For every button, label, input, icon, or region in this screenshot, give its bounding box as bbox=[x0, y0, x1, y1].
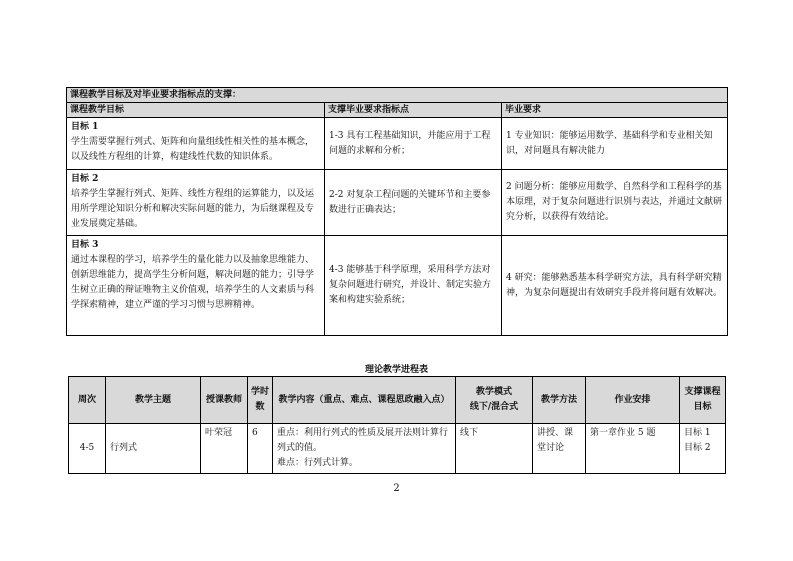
header-topic: 教学主题 bbox=[106, 377, 201, 424]
schedule-title: 理论教学进程表 bbox=[364, 365, 428, 375]
header-assignment: 作业安排 bbox=[586, 377, 680, 424]
requirement-cell: 1 专业知识：能够运用数学、基础科学和专业相关知识，对问题具有解决能力 bbox=[502, 118, 728, 170]
goal-title: 目标 1 bbox=[71, 122, 99, 132]
goals-cell bbox=[680, 424, 726, 474]
objective-row-1 bbox=[67, 118, 728, 170]
mode-cell: 线下 bbox=[456, 424, 533, 474]
objectives-caption-row bbox=[67, 88, 728, 103]
objective-row-3 bbox=[67, 236, 728, 336]
page-number: 2 bbox=[393, 483, 400, 494]
goal-2: 目标 2 bbox=[684, 443, 711, 453]
header-mode bbox=[456, 377, 533, 424]
goal-cell bbox=[67, 118, 325, 170]
header-indicator: 支撑毕业要求指标点 bbox=[325, 103, 502, 118]
requirement-cell: 4 研究：能够熟悉基本科学研究方法，具有科学研究精神，为复杂问题提出有效研究手段并将问题有效解决。 bbox=[502, 236, 728, 336]
objectives-table bbox=[66, 87, 728, 336]
header-goals: 支撑课程目标 bbox=[680, 377, 726, 424]
header-hours: 学时数 bbox=[248, 377, 273, 424]
goal-1: 目标 1 bbox=[684, 428, 711, 438]
header-course-goal: 课程教学目标 bbox=[67, 103, 325, 118]
objectives-header-row bbox=[67, 103, 728, 118]
topic-cell: 行列式 bbox=[106, 424, 201, 474]
week-cell: 4-5 bbox=[69, 424, 106, 474]
schedule-table bbox=[68, 376, 726, 474]
content-difficulty: 难点：行列式计算。 bbox=[277, 458, 359, 468]
objectives-caption: 课程教学目标及对毕业要求指标点的支撑： bbox=[67, 88, 728, 103]
indicator-cell: 1-3 具有工程基础知识，并能应用于工程问题的求解和分析； bbox=[325, 118, 502, 170]
content-cell bbox=[273, 424, 456, 474]
indicator-cell: 2-2 对复杂工程问题的关键环节和主要参数进行正确表达； bbox=[325, 170, 502, 236]
schedule-row bbox=[69, 424, 726, 474]
goal-text: 学生需要掌握行列式、矩阵和向量组线性相关性的基本概念，以及线性方程组的计算，构建线性代数的知识体系。 bbox=[71, 137, 315, 162]
assignment-cell: 第一章作业 5 题 bbox=[586, 424, 680, 474]
objective-row-2 bbox=[67, 170, 728, 236]
header-mode-line2: 线下/混合式 bbox=[469, 402, 519, 412]
header-week: 周次 bbox=[69, 377, 106, 424]
goal-title: 目标 3 bbox=[71, 240, 99, 250]
content-key-point: 重点：利用行列式的性质及展开法则计算行列式的值。 bbox=[277, 428, 449, 453]
header-teacher: 授课教师 bbox=[201, 377, 248, 424]
method-cell: 讲授、课堂讨论 bbox=[533, 424, 586, 474]
goal-cell bbox=[67, 236, 325, 336]
indicator-cell: 4-3 能够基于科学原理，采用科学方法对复杂问题进行研究，并设计、制定实验方案和构建实验系统； bbox=[325, 236, 502, 336]
hours-cell: 6 bbox=[248, 424, 273, 474]
header-mode-line1: 教学模式 bbox=[475, 387, 512, 397]
goal-cell bbox=[67, 170, 325, 236]
goal-text: 培养学生掌握行列式、矩阵、线性方程组的运算能力，以及运用所学理论知识分析和解决实际问题的能力，为后继课程及专业发展奠定基础。 bbox=[71, 189, 315, 229]
schedule-header-row bbox=[69, 377, 726, 424]
requirement-cell: 2 问题分析：能够应用数学、自然科学和工程科学的基本原理，对于复杂问题进行识别与表达，并通过文献研究分析，以获得有效结论。 bbox=[502, 170, 728, 236]
goal-text: 通过本课程的学习，培养学生的量化能力以及抽象思维能力、创新思维能力，提高学生分析问题，解决问题的能力；引导学生树立正确的辩证唯物主义价值观，培养学生的人文素质与科学探索精神，建立严谨的学习习惯与思辨精神。 bbox=[71, 255, 315, 310]
header-content: 教学内容（重点、难点、课程思政融入点） bbox=[273, 377, 456, 424]
teacher-cell: 叶荣冠 bbox=[201, 424, 248, 474]
header-method: 教学方法 bbox=[533, 377, 586, 424]
header-requirement: 毕业要求 bbox=[502, 103, 728, 118]
goal-title: 目标 2 bbox=[71, 174, 99, 184]
